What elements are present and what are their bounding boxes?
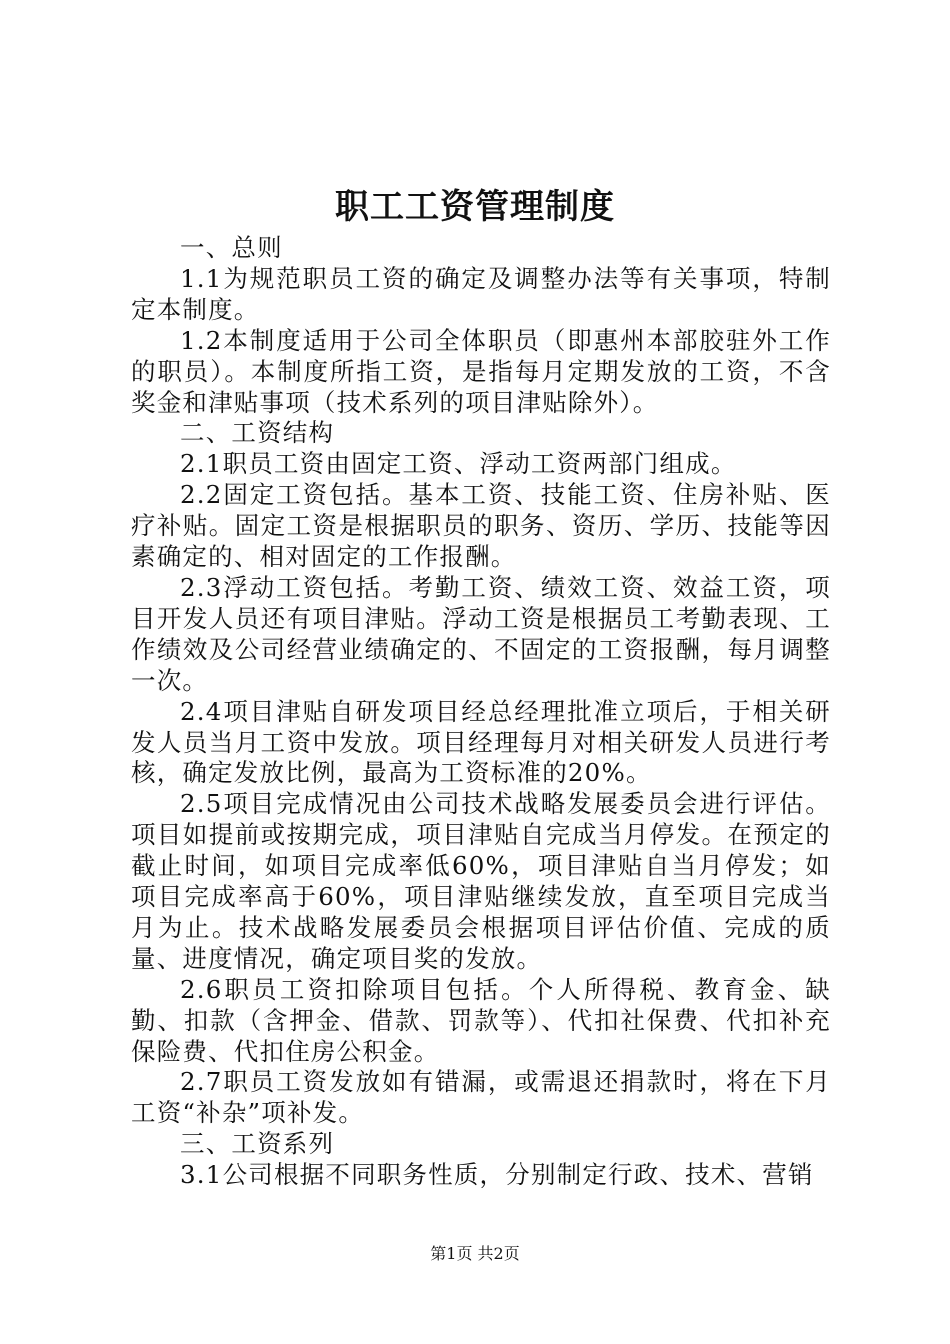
paragraph: 2.6职员工资扣除项目包括。个人所得税、教育金、缺勤、扣款（含押金、借款、罚款等）、代扣社保费、代扣补充保险费、代扣住房公积金。	[131, 974, 831, 1066]
section-heading: 二、工资结构	[180, 418, 335, 448]
section-heading: 一、总则	[180, 233, 283, 262]
paragraph: 1.1为规范职员工资的确定及调整办法等有关事项，特制定本制度。	[131, 263, 831, 324]
paragraph: 2.7职员工资发放如有错漏，或需退还捐款时，将在下月工资“补杂”项补发。	[131, 1067, 831, 1128]
paragraph: 2.3浮动工资包括。考勤工资、绩效工资、效益工资，项目开发人员还有项目津贴。浮动工资是根据员工考勤表现、工作绩效及公司经营业绩确定的、不固定的工资报酬，每月调整一次。	[131, 572, 831, 695]
page-title: 职工工资管理制度	[335, 187, 615, 227]
paragraph: 2.1职员工资由固定工资、浮动工资两部门组成。	[180, 449, 737, 479]
paragraph: 2.4项目津贴自研发项目经总经理批准立项后，于相关研发人员当月工资中发放。项目经理每月对相关研发人员进行考核，确定发放比例，最高为工资标准的20%。	[131, 696, 831, 788]
paragraph: 1.2本制度适用于公司全体职员（即惠州本部胶驻外工作的职员）。本制度所指工资，是指每月定期发放的工资，不含奖金和津贴事项（技术系列的项目津贴除外）。	[131, 325, 831, 417]
document-body	[131, 233, 831, 1191]
paragraph: 2.5项目完成情况由公司技术战略发展委员会进行评估。项目如提前或按期完成，项目津贴自完成当月停发。在预定的截止时间，如项目完成率低60%，项目津贴自当月停发；如项目完成率高于60%，项目津贴继续发放，直至项目完成当月为止。技术战略发展委员会根据项目评估价值、完成的质量、进度情况，确定项目奖的发放。	[131, 789, 831, 973]
page-footer: 第1页 共2页	[430, 1244, 520, 1263]
paragraph: 3.1公司根据不同职务性质，分别制定行政、技术、营销	[180, 1160, 814, 1190]
section-heading: 三、工资系列	[180, 1129, 335, 1159]
paragraph: 2.2固定工资包括。基本工资、技能工资、住房补贴、医疗补贴。固定工资是根据职员的职务、资历、学历、技能等因素确定的、相对固定的工作报酬。	[131, 480, 831, 572]
